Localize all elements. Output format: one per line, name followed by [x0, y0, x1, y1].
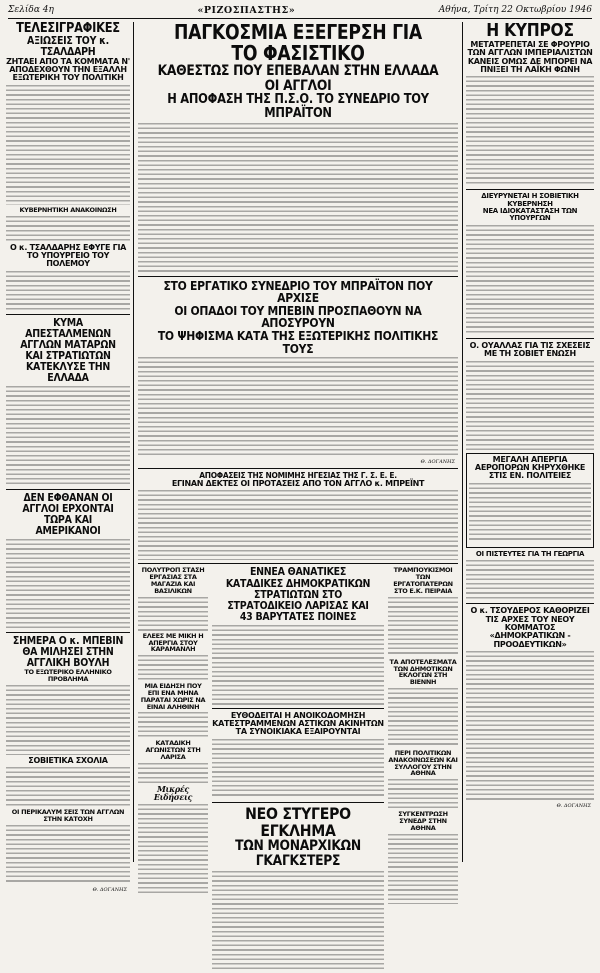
article-body	[388, 597, 458, 657]
right-column	[466, 22, 594, 862]
article-body	[388, 779, 458, 809]
article-body	[138, 763, 208, 783]
strike-box	[466, 453, 594, 548]
headline-union-4: ΣΥΓΚΕΝΤΡΩΣΗ ΣΥΝΕΔΡ ΣΤΗΝ ΑΘΗΝΑ	[398, 810, 448, 832]
article-body	[6, 767, 130, 807]
main-headline-3: Η ΑΠΟΦΑΣΗ ΤΗΣ Π.Σ.Ο. ΤΟ ΣΥΝΕΔΡΙΟ ΤΟΥ ΜΠΡΑΪΤΟΝ	[167, 92, 429, 122]
subhead-greek-problem: ΤΟ ΕΞΩΤΕΡΙΚΟ ΕΛΛΗΝΙΚΟ ΠΡΟΒΛΗΜΑ	[24, 668, 112, 683]
headline-new-crime: ΝΕΟ ΣΤΥΓΕΡΟ ΕΓΚΛΗΜΑ	[245, 803, 351, 840]
divider	[466, 338, 594, 339]
main-headline-1: ΠΑΓΚΟΣΜΙΑ ΕΞΕΓΕΡΣΗ ΓΙΑ ΤΟ ΦΑΣΙΣΤΙΚΟ	[173, 20, 423, 65]
headline-ministers: ΝΕΑ ΙΔΙΟΚΑΤΑΣΤΑΣΗ ΤΩΝ ΥΠΟΥΡΓΩΝ	[482, 207, 578, 223]
headline-small-b: ΕΛΕΕΣ ΜΕ ΜΙΚΗ Η ΑΠΕΡΓΙΑ ΣΤΟΥ ΚΑΡΑΜΑΝΛΗ	[142, 631, 204, 654]
headline-tsouderos: Ο κ. ΤΣΟΥΔΕΡΟΣ ΚΑΘΟΡΙΖΕΙ ΤΙΣ ΑΡΧΕΣ ΤΟΥ ΝΕΟΥ ΚΟΜΜΑΤΟΣ «ΔΗΜΟΚΡΑΤΙΚΩΝ - ΠΡΟΟΔΕΥΤΙΚΩΝ»	[470, 606, 590, 649]
headline-reconstruction: ΕΥΘΟΔΕΙΤΑΙ Η ΑΝΟΙΚΟΔΟΜΗΣΗ ΚΑΤΕΣΤΡΑΜΜΕΝΩΝ ΑΣΤΙΚΩΝ ΑΚΙΝΗΤΩΝ	[212, 710, 384, 728]
subhead-announcement: ΚΥΒΕΡΝΗΤΙΚΗ ΑΝΑΚΟΙΝΩΣΗ	[19, 205, 117, 214]
divider	[138, 276, 458, 277]
headline-telegraphs: ΤΕΛΕΣΙΓΡΑΦΙΚΕΣ	[16, 21, 120, 36]
article-body	[6, 386, 130, 486]
article-body	[212, 739, 384, 799]
headline-gsee-2: ΕΓΙΝΑΝ ΔΕΚΤΕΣ ΟΙ ΠΡΟΤΑΣΕΙΣ ΑΠΟ ΤΟΝ ΑΓΓΛΟ κ. ΜΠΡΕΪΝΤ	[171, 479, 425, 489]
trial-column	[212, 567, 384, 972]
small-news-column	[138, 567, 208, 972]
issue-date: Αθήνα, Τρίτη 22 Οκτωβρίου 1946	[438, 5, 592, 15]
article-body	[212, 871, 384, 971]
article-body	[6, 271, 130, 311]
center-column	[138, 20, 458, 870]
headline-union-3: ΠΕΡΙ ΠΟΛΙΤΙΚΩΝ ΑΝΑΚΟΙΝΩΣΕΩΝ ΚΑΙ ΣΥΛΛΟΓΟΥ ΣΤΗΝ ΑΘΗΝΑ	[388, 748, 458, 778]
divider	[6, 314, 130, 315]
headline-strike: ΜΕΓΑΛΗ ΑΠΕΡΓΙΑ ΑΕΡΟΠΟΡΩΝ ΚΗΡΥΧΘΗΚΕ ΣΤΙΣ ΕΝ. ΠΟΛΙΤΕΙΕΣ	[474, 454, 586, 481]
headline-cyprus-voice: ΚΑΝΕΙΣ ΟΜΩΣ ΔΕ ΜΠΟΡΕΙ ΝΑ ΠΝΙΞΕΙ ΤΗ ΛΑΪΚΗ ΦΩΝΗ	[467, 56, 593, 75]
main-headline-2: ΚΑΘΕΣΤΩΣ ΠΟΥ ΕΠΕΒΑΛΑΝ ΣΤΗΝ ΕΛΛΑΔΑ ΟΙ ΑΓΓΛΟΙ	[157, 63, 439, 94]
headline-cyprus: Η ΚΥΠΡΟΣ	[486, 20, 574, 41]
headline-union-1: ΤΡΑΜΠΟΥΚΙΣΜΟΙ ΤΩΝ ΕΡΓΑΤΟΠΑΤΕΡΩΝ ΣΤΟ Ε.Κ. ΠΕΙΡΑΙΑ	[393, 566, 453, 595]
headline-brighton-2: ΟΙ ΟΠΑΔΟΙ ΤΟΥ ΜΠΕΒΙΝ ΠΡΟΣΠΑΘΟΥΝ ΝΑ ΑΠΟΣΥΡΟΥΝ	[174, 303, 422, 331]
headline-demands: ΑΞΙΩΣΕΙΣ ΤΟΥ κ. ΤΣΑΛΔΑΡΗ	[27, 34, 109, 58]
headline-wallace: Ο. ΟΥΑΛΛΑΣ ΓΙΑ ΤΙΣ ΣΧΕΣΕΙΣ ΜΕ ΤΗ ΣΟΒΙΕΤ ΕΝΩΣΗ	[469, 340, 591, 359]
article-body	[138, 655, 208, 681]
headline-brighton-3: ΤΟ ΨΗΦΙΣΜΑ ΚΑΤΑ ΤΗΣ ΕΞΩΤΕΡΙΚΗΣ ΠΟΛΙΤΙΚΗΣ ΤΟΥΣ	[157, 329, 439, 356]
divider	[6, 489, 130, 490]
article-body	[388, 688, 458, 748]
brighton-article-body	[138, 357, 458, 457]
divider	[466, 603, 594, 604]
headline-cyprus-fortress: ΜΕΤΑΤΡΕΠΕΤΑΙ ΣΕ ΦΡΟΥΡΙΟ ΤΩΝ ΑΓΓΛΩΝ ΙΜΠΕΡΙΑΛΙΣΤΩΝ	[467, 39, 593, 58]
headline-union-2: ΤΑ ΑΠΟΤΕΛΕΣΜΑΤΑ ΤΩΝ ΔΗΜΟΤΙΚΩΝ ΕΚΛΟΓΩΝ ΣΤΗ ΒΙΕΝΝΗ	[389, 657, 457, 687]
signature: Θ. ΔΟΓΑΝΗΣ	[92, 886, 127, 893]
article-body	[212, 625, 384, 705]
article-body	[138, 804, 208, 894]
headline-small-a: ΠΟΛΥΤΡΟΠ ΣΤΑΣΗ ΕΡΓΑΣΙΑΣ ΣΤΑ ΜΑΓΑΖΙΑ ΚΑΙ ΒΑΣΙΛΙΚΩΝ	[141, 566, 205, 595]
headline-small-d: ΚΑΤΑΔΙΚΗ ΑΓΩΝΙΣΤΩΝ ΣΤΗ ΛΑΡΙΣΑ	[145, 739, 201, 762]
left-column	[6, 21, 130, 893]
headline-exempt: ΤΑ ΣΥΝΟΙΚΙΑΚΑ ΕΞΑΙΡΟΥΝΤΑΙ	[235, 727, 361, 737]
lower-center-grid	[138, 567, 458, 972]
headline-seeks: ΖΗΤΑΕΙ ΑΠΟ ΤΑ ΚΟΜΜΑΤΑ Ν' ΑΠΟΔΕΧΘΟΥΝ ΤΗΝ ΕΞΑΛΛΗ ΕΞΩΤΕΡΙΚΗ ΤΟΥ ΠΟΛΙΤΙΚΗ	[6, 56, 130, 83]
article-body	[466, 651, 594, 801]
paper-title: «ΡΙΖΟΣΠΑΣΤΗΣ»	[197, 4, 296, 16]
labour-column	[388, 567, 458, 972]
article-body	[138, 712, 208, 738]
article-body	[466, 560, 594, 600]
page-number: Σελίδα 4η	[8, 5, 54, 15]
divider	[138, 468, 458, 469]
signature: Θ. ΔΟΓΑΝΗΣ	[556, 803, 591, 810]
headline-americans: ΔΕΝ ΕΦΘΑΝΑΝ ΟΙ ΑΓΓΛΟΙ ΕΡΧΟΝΤΑΙ ΤΩΡΑ ΚΑΙ ΑΜΕΡΙΚΑΝΟΙ	[22, 491, 114, 537]
divider	[212, 802, 384, 803]
headline-tsaldaris-gone: Ο κ. ΤΣΑΛΔΑΡΗΣ ΕΦΥΓΕ ΓΙΑ ΤΟ ΥΠΟΥΡΓΕΙΟ ΤΟΥ ΠΟΛΕΜΟΥ	[9, 242, 127, 269]
headline-brief-news: Μικρές Ειδήσεις	[153, 783, 193, 803]
article-body	[6, 85, 130, 205]
main-article-body	[138, 123, 458, 273]
headline-waves: ΚΥΜΑ ΑΠΕΣΤΑΛΜΕΝΩΝ ΑΓΓΛΩΝ ΜΑΤΑΡΩΝ ΚΑΙ ΣΤΡΑΤΙΩΤΩΝ ΚΑΤΕΚΛΥΣΕ ΤΗΝ ΕΛΛΑΔΑ	[20, 316, 116, 384]
headline-gsee-1: ΑΠΟΦΑΣΕΙΣ ΤΗΣ ΝΟΜΙΜΗΣ ΗΓΕΣΙΑΣ ΤΗΣ Γ. Σ. Ε. Ε.	[199, 471, 397, 481]
headline-soviet-gov: ΔΙΕΥΡΥΝΕΤΑΙ Η ΣΟΒΙΕΤΙΚΗ ΚΥΒΕΡΝΗΣΗ	[481, 192, 579, 208]
article-body	[6, 825, 130, 885]
article-body	[6, 216, 130, 242]
article-body	[6, 685, 130, 755]
headline-georgia: ΟΙ ΠΙΣΤΕΥΤΕΣ ΓΙΑ ΤΗ ΓΕΩΡΓΙΑ	[475, 549, 585, 558]
column-rule	[462, 22, 463, 862]
article-body	[466, 225, 594, 335]
divider	[466, 189, 594, 190]
article-body	[466, 76, 594, 186]
article-body	[466, 361, 594, 451]
headline-bevin-today: ΣΗΜΕΡΑ Ο κ. ΜΠΕΒΙΝ ΘΑ ΜΙΛΗΣΕΙ ΣΤΗΝ ΑΓΓΛΙΚΗ ΒΟΥΛΗ	[12, 634, 124, 670]
article-body	[138, 597, 208, 631]
article-body	[469, 483, 591, 543]
masthead	[8, 2, 592, 19]
divider	[138, 563, 458, 564]
article-body	[6, 539, 130, 629]
gsee-article-body	[138, 490, 458, 560]
divider	[6, 632, 130, 633]
article-body	[388, 834, 458, 904]
column-rule	[133, 22, 134, 862]
headline-brighton-1: ΣΤΟ ΕΡΓΑΤΙΚΟ ΣΥΝΕΔΡΙΟ ΤΟΥ ΜΠΡΑΪΤΟΝ ΠΟΥ ΑΡΧΙΣΕ	[163, 278, 433, 306]
headline-gangsters: ΤΩΝ ΜΟΝΑΡΧΙΚΩΝ ΓΚΑΓΚΣΤΕΡΣ	[235, 838, 361, 870]
subhead-occupation: ΟΙ ΠΕΡΙΚΑΛΥΜ ΣΕΙΣ ΤΩΝ ΑΓΓΛΩΝ ΣΤΗΝ ΚΑΤΟΧΗ	[11, 808, 125, 823]
divider	[212, 708, 384, 709]
headline-small-c: ΜΙΑ ΕΙΔΗΣΗ ΠΟΥ ΕΠΙ ΕΝΑ ΜΗΝΑ ΠΑΡΑΤΑΙ ΧΩΡΙΣ ΝΑ ΕΙΝΑΙ ΑΛΗΘΙΝΗ	[140, 682, 206, 711]
signature: Θ. ΔΟΓΑΝΗΣ	[420, 459, 455, 466]
headline-nine-death-sentences: ΕΝΝΕΑ ΘΑΝΑΤΙΚΕΣ ΚΑΤΑΔΙΚΕΣ ΔΗΜΟΚΡΑΤΙΚΩΝ ΣΤΡΑΤΙΩΤΩΝ ΣΤΟ ΣΤΡΑΤΟΔΙΚΕΙΟ ΛΑΡΙΣΑΣ ΚΑΙ 43 ΒΑΡΥΤΑΤΕΣ ΠΟΙΝΕΣ	[225, 566, 371, 623]
subhead-soviet-comments: ΣΟΒΙΕΤΙΚΑ ΣΧΟΛΙΑ	[28, 755, 108, 765]
